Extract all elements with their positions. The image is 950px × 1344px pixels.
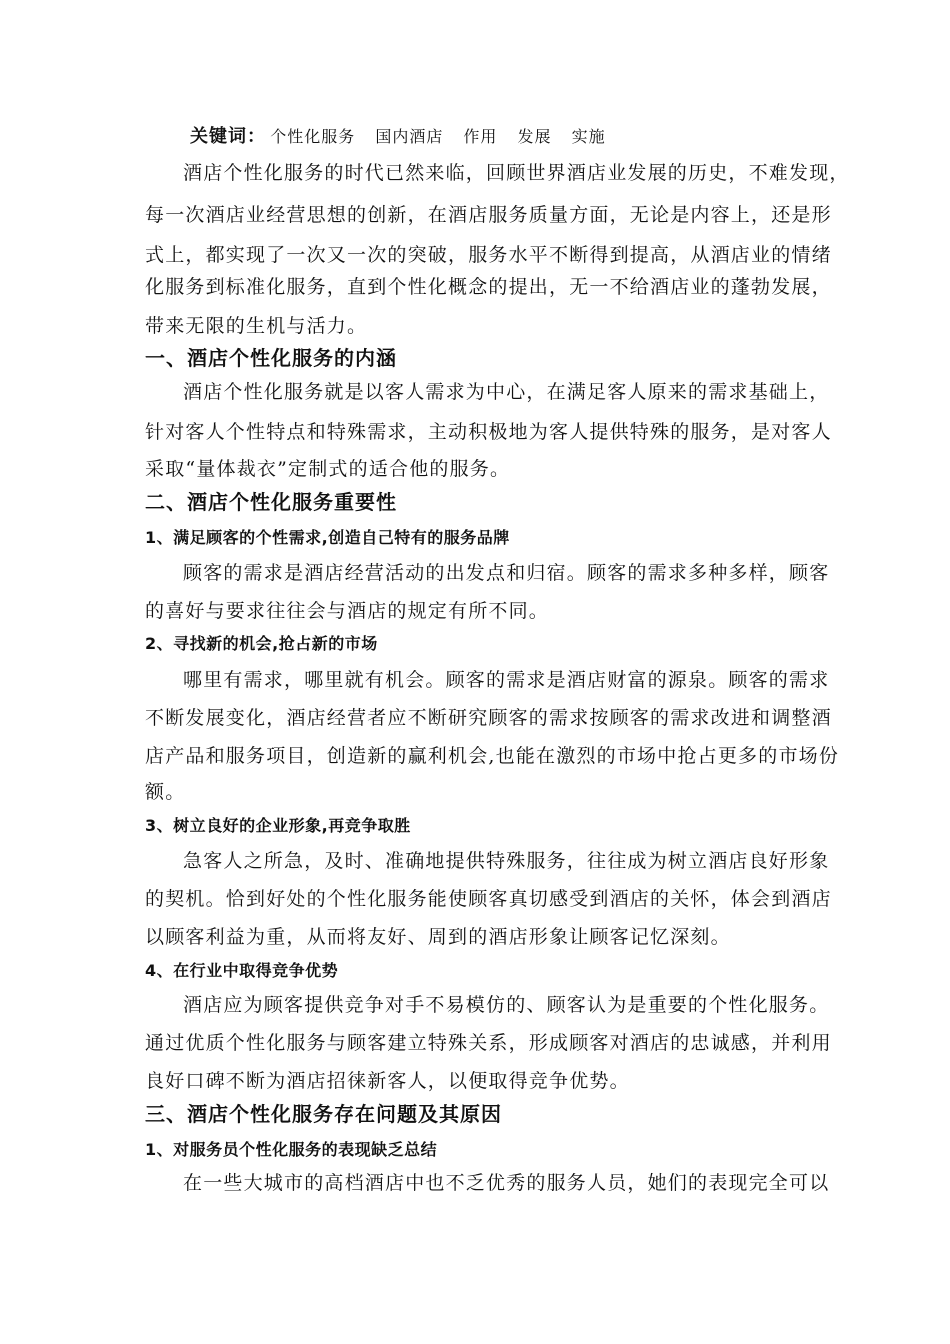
- section-3-sub-1-line-1: 在一些大城市的高档酒店中也不乏优秀的服务人员，她们的表现完全可以: [183, 1172, 830, 1194]
- section-2-sub-3-line-1: 急客人之所急，及时、准确地提供特殊服务，往往成为树立酒店良好形象: [183, 850, 830, 872]
- section-3-heading: 三、酒店个性化服务存在问题及其原因: [145, 1102, 502, 1126]
- intro-line-3: 式上，都实现了一次又一次的突破，服务水平不断得到提高，从酒店业的情绪: [145, 244, 832, 266]
- section-2-sub-4-heading: 4、在行业中取得竞争优势: [145, 961, 339, 980]
- intro-line-1: 酒店个性化服务的时代已然来临，回顾世界酒店业发展的历史，不难发现，: [183, 162, 850, 184]
- section-2-sub-1-line-2: 的喜好与要求往往会与酒店的规定有所不同。: [145, 600, 550, 622]
- section-1-line-1: 酒店个性化服务就是以客人需求为中心，在满足客人原来的需求基础上，: [183, 381, 830, 403]
- section-2-sub-4-line-3: 良好口碑不断为酒店招徕新客人，以便取得竞争优势。: [145, 1070, 630, 1092]
- section-2-sub-2-line-2: 不断发展变化，酒店经营者应不断研究顾客的需求按顾客的需求改进和调整酒: [145, 707, 832, 729]
- intro-line-2: 每一次酒店业经营思想的创新，在酒店服务质量方面，无论是内容上，还是形: [145, 204, 832, 226]
- section-3-sub-1-heading: 1、对服务员个性化服务的表现缺乏总结: [145, 1140, 438, 1159]
- section-2-sub-4-line-1: 酒店应为顾客提供竞争对手不易模仿的、顾客认为是重要的个性化服务。: [183, 994, 830, 1016]
- section-2-sub-1-line-1: 顾客的需求是酒店经营活动的出发点和归宿。顾客的需求多种多样，顾客: [183, 562, 830, 584]
- keywords-items: 个性化服务 国内酒店 作用 发展 实施: [270, 127, 606, 146]
- section-2-sub-2-heading: 2、寻找新的机会,抢占新的市场: [145, 634, 378, 653]
- section-1-line-3: 采取“量体裁衣”定制式的适合他的服务。: [145, 458, 511, 480]
- keywords-label: 关键词：: [190, 126, 266, 147]
- section-2-sub-3-line-3: 以顾客利益为重，从而将友好、周到的酒店形象让顾客记忆深刻。: [145, 926, 731, 948]
- section-2-sub-2-line-3: 店产品和服务项目，创造新的赢利机会,也能在激烈的市场中抢占更多的市场份: [145, 745, 840, 767]
- section-1-line-2: 针对客人个性特点和特殊需求，主动积极地为客人提供特殊的服务，是对客人: [145, 421, 832, 443]
- section-2-heading: 二、酒店个性化服务重要性: [145, 490, 397, 514]
- section-2-sub-3-line-2: 的契机。恰到好处的个性化服务能使顾客真切感受到酒店的关怀，体会到酒店: [145, 888, 832, 910]
- section-2-sub-2-line-4: 额。: [145, 781, 186, 803]
- keywords-line: [190, 124, 606, 150]
- intro-line-5: 带来无限的生机与活力。: [145, 315, 368, 337]
- section-2-sub-4-line-2: 通过优质个性化服务与顾客建立特殊关系，形成顾客对酒店的忠诚感，并利用: [145, 1032, 832, 1054]
- section-2-sub-3-heading: 3、树立良好的企业形象,再竞争取胜: [145, 816, 411, 835]
- section-2-sub-2-line-1: 哪里有需求，哪里就有机会。顾客的需求是酒店财富的源泉。顾客的需求: [183, 669, 830, 691]
- intro-line-4: 化服务到标准化服务，直到个性化概念的提出，无一不给酒店业的蓬勃发展，: [145, 276, 832, 298]
- section-2-sub-1-heading: 1、满足顾客的个性需求,创造自己特有的服务品牌: [145, 528, 510, 547]
- section-1-heading: 一、酒店个性化服务的内涵: [145, 346, 397, 370]
